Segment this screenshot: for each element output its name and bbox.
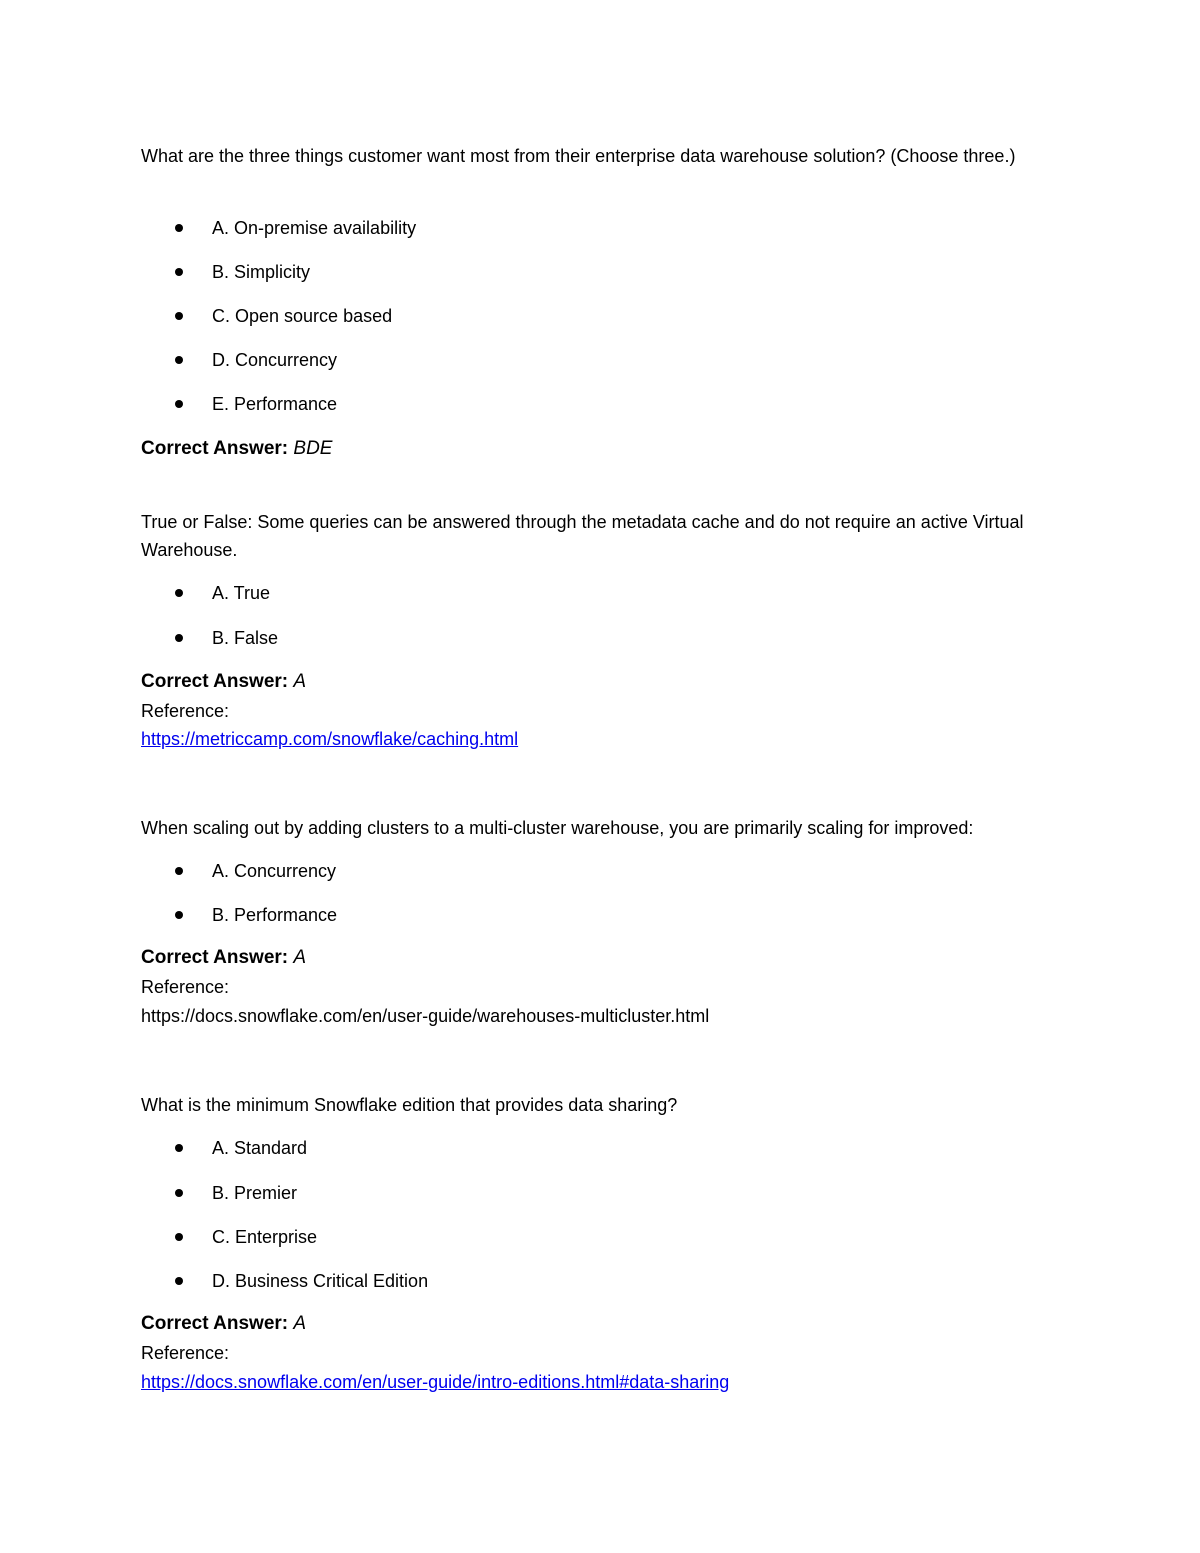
bullet-icon xyxy=(175,1233,183,1241)
bullet-icon xyxy=(175,1144,183,1152)
question-4-option-b: B. Premier xyxy=(212,1183,298,1203)
question-4-option-d: D. Business Critical Edition xyxy=(212,1271,429,1291)
bullet-icon xyxy=(175,400,183,408)
question-3-option-b: B. Performance xyxy=(212,905,338,925)
question-2-text: True or False: Some queries can be answered through the metadata cache and do not require an active Virtual Warehouse. xyxy=(141,512,1024,560)
question-4-text: What is the minimum Snowflake edition that provides data sharing? xyxy=(141,1095,678,1115)
question-4-option-c: C. Enterprise xyxy=(212,1227,318,1247)
bullet-icon xyxy=(175,911,183,919)
bullet-icon xyxy=(175,1189,183,1197)
answer-value: A xyxy=(293,947,307,968)
question-3-reference-url: https://docs.snowflake.com/en/user-guide/warehouses-multicluster.html xyxy=(141,1006,710,1026)
question-2-reference-label: Reference: xyxy=(141,701,230,721)
answer-value: A xyxy=(293,671,307,692)
answer-label: Correct Answer: xyxy=(141,671,289,692)
question-1-text: What are the three things customer want most from their enterprise data warehouse solution? (Choose three.) xyxy=(141,146,1016,166)
answer-label: Correct Answer: xyxy=(141,438,289,459)
question-3-reference-label: Reference: xyxy=(141,977,230,997)
answer-value: A xyxy=(293,1313,307,1334)
bullet-icon xyxy=(175,268,183,276)
question-2-answer xyxy=(141,670,306,694)
bullet-icon xyxy=(175,589,183,597)
question-3-answer xyxy=(141,946,306,970)
bullet-icon xyxy=(175,867,183,875)
question-1-option-b: B. Simplicity xyxy=(212,262,311,282)
bullet-icon xyxy=(175,634,183,642)
question-2-option-b: B. False xyxy=(212,628,279,648)
answer-label: Correct Answer: xyxy=(141,1313,289,1334)
question-3-option-a: A. Concurrency xyxy=(212,861,337,881)
answer-label: Correct Answer: xyxy=(141,947,289,968)
question-1-option-a: A. On-premise availability xyxy=(212,218,417,238)
question-1-option-d: D. Concurrency xyxy=(212,350,338,370)
question-2-reference-link[interactable]: https://metriccamp.com/snowflake/caching.html xyxy=(141,729,519,749)
bullet-icon xyxy=(175,1277,183,1285)
bullet-icon xyxy=(175,356,183,364)
question-4-reference-label: Reference: xyxy=(141,1343,230,1363)
question-3-text: When scaling out by adding clusters to a multi-cluster warehouse, you are primarily scaling for improved: xyxy=(141,818,974,838)
question-1-answer xyxy=(141,437,332,461)
question-1-option-c: C. Open source based xyxy=(212,306,393,326)
bullet-icon xyxy=(175,312,183,320)
question-2-option-a: A. True xyxy=(212,583,271,603)
question-4-reference-link[interactable]: https://docs.snowflake.com/en/user-guide/intro-editions.html#data-sharing xyxy=(141,1372,730,1392)
bullet-icon xyxy=(175,224,183,232)
question-4-answer xyxy=(141,1312,306,1336)
question-1-option-e: E. Performance xyxy=(212,394,338,414)
question-4-option-a: A. Standard xyxy=(212,1138,308,1158)
answer-value: BDE xyxy=(293,438,333,459)
